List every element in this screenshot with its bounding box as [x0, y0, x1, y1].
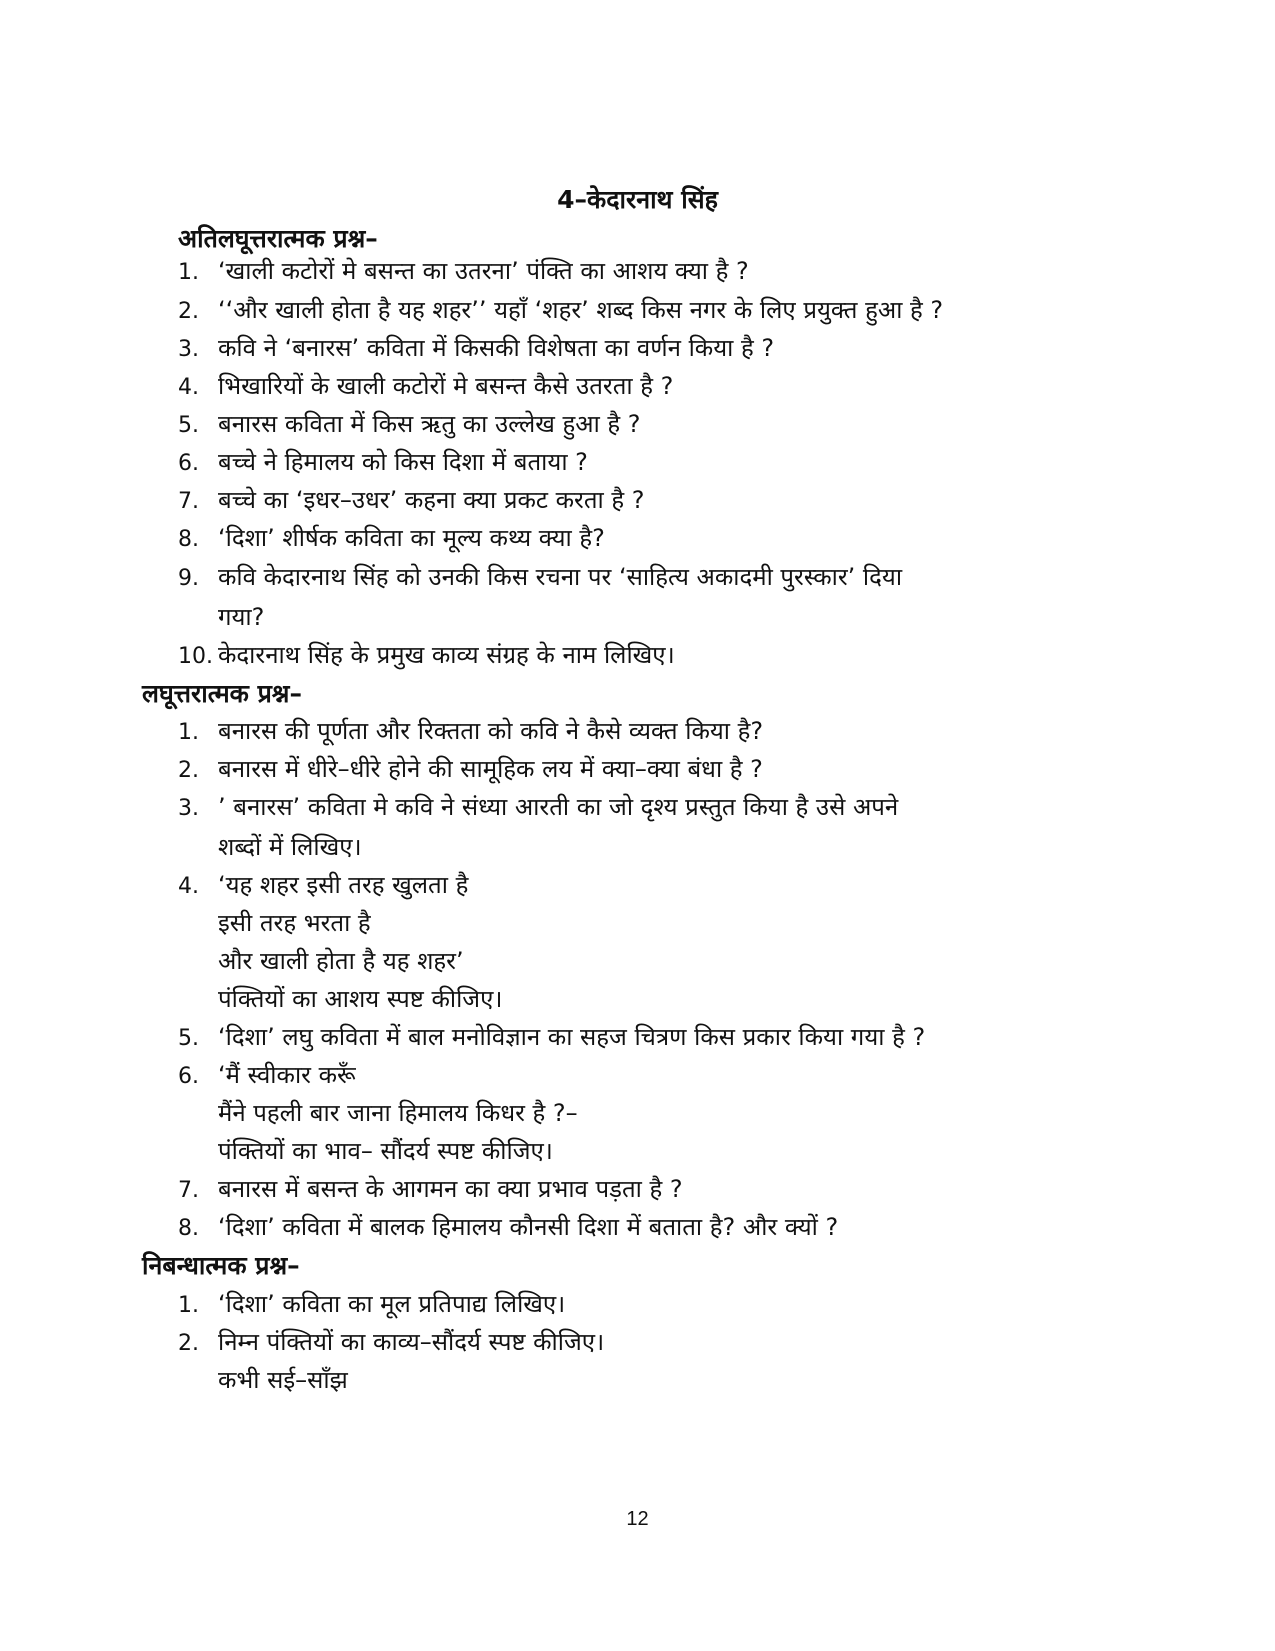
question-text: केदारनाथ सिंह के प्रमुख काव्य संग्रह के नाम लिखिए। [218, 641, 675, 669]
question-text: ‘दिशा’ लघु कविता में बाल मनोविज्ञान का सहज चित्रण किस प्रकार किया गया है ? [218, 1023, 926, 1051]
question-number: 4. [178, 874, 199, 899]
question-number: 9. [178, 566, 199, 591]
question-text: ‘मैं स्वीकार करूँ [218, 1061, 356, 1089]
question-text: बनारस कविता में किस ऋतु का उल्लेख हुआ है ? [218, 410, 641, 438]
question-text: ‘दिशा’ शीर्षक कविता का मूल्य कथ्य क्या है? [218, 524, 605, 552]
question-number: 6. [178, 451, 199, 476]
question-text: ‘दिशा’ कविता में बालक हिमालय कौनसी दिशा में बताता है? और क्यों ? [218, 1213, 839, 1241]
page-number: 12 [626, 1508, 649, 1530]
question-text: कवि केदारनाथ सिंह को उनकी किस रचना पर ‘साहित्य अकादमी पुरस्कार’ दिया [218, 563, 903, 591]
question-number: 4. [178, 375, 199, 400]
question-number: 7. [178, 1178, 199, 1203]
question-text-continued: पंक्तियों का भाव– सौंदर्य स्पष्ट कीजिए। [218, 1137, 553, 1165]
question-number: 6. [178, 1064, 199, 1089]
question-number: 1. [178, 1293, 199, 1318]
question-number: 7. [178, 489, 199, 514]
question-text: बनारस में धीरे–धीरे होने की सामूहिक लय में क्या–क्या बंधा है ? [218, 755, 763, 783]
question-text-continued: गया? [218, 603, 265, 631]
question-number: 1. [178, 720, 199, 745]
question-text: निम्न पंक्तियों का काव्य–सौंदर्य स्पष्ट कीजिए। [218, 1328, 605, 1356]
question-text: बच्चे का ‘इधर–उधर’ कहना क्या प्रकट करता है ? [218, 486, 645, 514]
question-text: ‘दिशा’ कविता का मूल प्रतिपाद्य लिखिए। [218, 1290, 566, 1318]
question-text-continued: मैंने पहली बार जाना हिमालय किधर है ?– [218, 1099, 578, 1127]
section-heading-essay: निबन्धात्मक प्रश्न– [142, 1251, 300, 1280]
question-text: ’ बनारस’ कविता मे कवि ने संध्या आरती का जो दृश्य प्रस्तुत किया है उसे अपने [218, 793, 899, 821]
question-number: 3. [178, 337, 199, 362]
section-heading-very-short: अतिलघूत्तरात्मक प्रश्न– [178, 224, 378, 253]
question-number: 10. [178, 644, 213, 669]
question-number: 2. [178, 299, 199, 324]
question-text-continued: इसी तरह भरता है [218, 909, 371, 937]
question-number: 5. [178, 1026, 199, 1051]
chapter-title: 4–केदारनाथ सिंह [557, 185, 718, 214]
question-text-continued: पंक्तियों का आशय स्पष्ट कीजिए। [218, 985, 503, 1013]
question-number: 2. [178, 758, 199, 783]
question-text: ‘यह शहर इसी तरह खुलता है [218, 871, 469, 899]
question-text: बनारस में बसन्त के आगमन का क्या प्रभाव पड़ता है ? [218, 1175, 683, 1203]
question-text: बच्चे ने हिमालय को किस दिशा में बताया ? [218, 448, 588, 476]
question-number: 1. [178, 260, 199, 285]
question-text: कवि ने ‘बनारस’ कविता में किसकी विशेषता का वर्णन किया है ? [218, 334, 775, 362]
question-number: 2. [178, 1331, 199, 1356]
section-heading-short: लघूत्तरात्मक प्रश्न– [142, 679, 302, 708]
question-number: 8. [178, 1216, 199, 1241]
question-text: ‘‘और खाली होता है यह शहर’’ यहाँ ‘शहर’ शब्द किस नगर के लिए प्रयुक्त हुआ है ? [218, 296, 944, 324]
question-text-continued: शब्दों में लिखिए। [218, 833, 362, 861]
question-text-continued: कभी सई–साँझ [218, 1366, 348, 1394]
question-number: 3. [178, 796, 199, 821]
question-number: 5. [178, 413, 199, 438]
question-text: ‘खाली कटोरों मे बसन्त का उतरना’ पंक्ति का आशय क्या है ? [218, 257, 749, 285]
question-text: बनारस की पूर्णता और रिक्तता को कवि ने कैसे व्यक्त किया है? [218, 717, 764, 745]
question-number: 8. [178, 527, 199, 552]
question-text: भिखारियों के खाली कटोरों मे बसन्त कैसे उतरता है ? [218, 372, 674, 400]
question-text-continued: और खाली होता है यह शहर’ [218, 947, 464, 975]
